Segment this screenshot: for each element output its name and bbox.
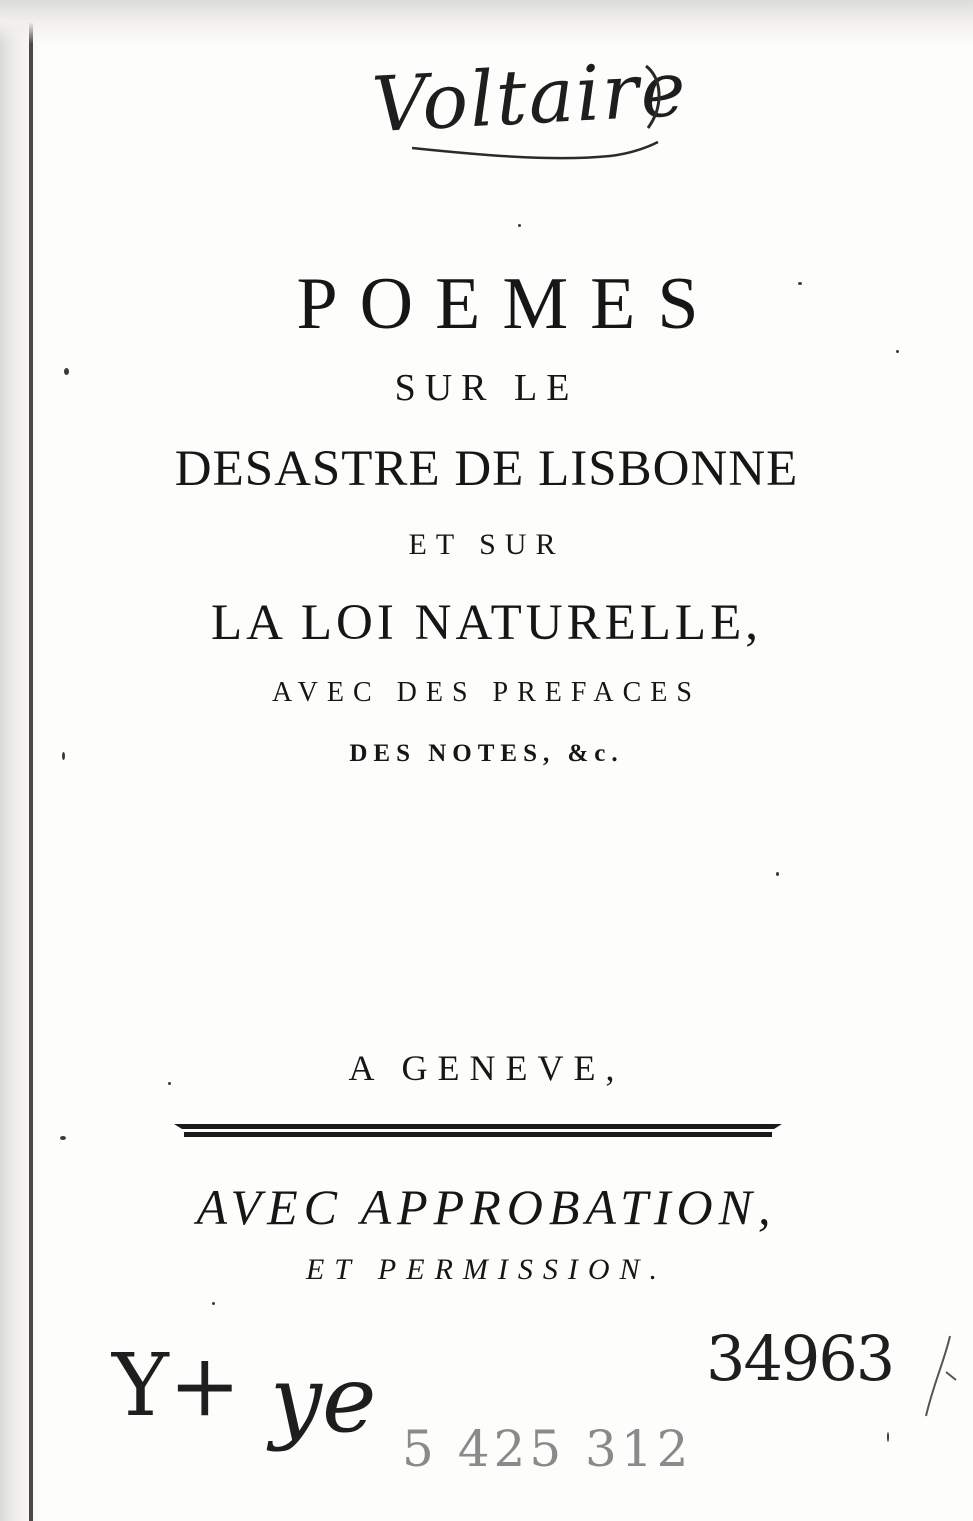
scan-speck (518, 224, 521, 227)
handwritten-shelfmark-left: Y+ (112, 1336, 241, 1436)
author-underline-stroke (410, 140, 660, 164)
scan-speck (776, 872, 779, 876)
subtitle-notes: DES NOTES, &c. (349, 740, 624, 767)
stamped-number: 5 425 312 (402, 1420, 693, 1478)
handwritten-number-right: 34963 (706, 1322, 894, 1395)
scan-speck (60, 1136, 66, 1140)
pencil-mark-right (920, 1332, 960, 1422)
scan-speck (896, 350, 899, 353)
title-line-et-sur: ET SUR (408, 528, 565, 561)
scan-speck (64, 368, 69, 375)
scan-speck (168, 1082, 171, 1085)
imprint-rule (174, 1121, 782, 1139)
scan-speck (212, 1302, 215, 1305)
author-bracket-stroke (640, 62, 670, 132)
imprint-permission: ET PERMISSION. (305, 1253, 668, 1286)
imprint-approbation: AVEC APPROBATION, (196, 1179, 777, 1235)
scan-speck (798, 282, 802, 285)
handwritten-shelfmark-mid: ye (270, 1346, 377, 1453)
title-line-desastre: DESASTRE DE LISBONNE (174, 441, 799, 497)
title-line-sur-le: SUR LE (394, 367, 579, 409)
scan-speck (62, 752, 65, 760)
imprint-place: A GENEVE, (348, 1048, 625, 1088)
title-line-loi-naturelle: LA LOI NATURELLE, (210, 595, 762, 651)
scan-speck (887, 1432, 889, 1442)
top-edge-grain (0, 0, 973, 44)
handwritten-author: Voltaire (369, 43, 690, 150)
book-title: POEMES (296, 263, 721, 345)
subtitle-prefaces: AVEC DES PREFACES (272, 677, 701, 708)
